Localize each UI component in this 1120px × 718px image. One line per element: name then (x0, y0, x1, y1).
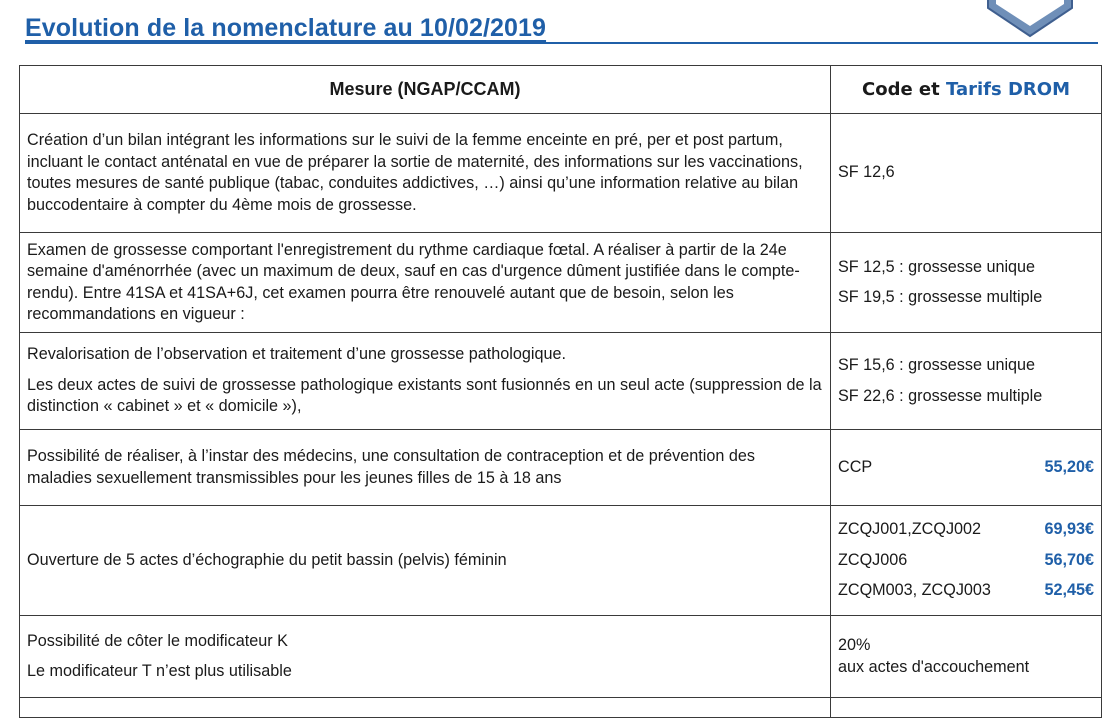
mesure-cell (20, 616, 831, 698)
code-line (838, 457, 1094, 479)
table-row (20, 616, 1102, 698)
code-text: 20% (838, 636, 871, 654)
code-line (838, 657, 1094, 679)
header-code-prefix: Code et (862, 78, 947, 100)
code-line (838, 580, 1094, 602)
mesure-cell (20, 114, 831, 233)
table-row-partial (20, 698, 1102, 718)
code-text: SF 15,6 : grossesse unique (838, 356, 1036, 374)
code-text: aux actes d'accouchement (838, 657, 1030, 676)
code-line (838, 550, 1094, 572)
mesure-text: Les deux actes de suivi de grossesse pathologique existants sont fusionnés en un seul acte (suppression de la distinction « cabinet » et « domicile »), (27, 375, 822, 416)
code-text: ZCQJ006 (838, 550, 908, 569)
code-line (838, 519, 1094, 541)
nomenclature-table (19, 65, 1102, 718)
mesure-cell (20, 233, 831, 333)
code-text: SF 12,6 (838, 163, 895, 182)
mesure-cell (20, 333, 831, 430)
tarif-value: 55,20€ (1044, 457, 1094, 476)
code-text: SF 12,5 : grossesse unique (838, 257, 1036, 276)
code-cell (831, 616, 1102, 698)
title-underline-rule (25, 42, 1098, 44)
table-row (20, 233, 1102, 333)
code-text: SF 22,6 : grossesse multiple (838, 386, 1043, 405)
table-row (20, 430, 1102, 506)
mesure-text: Revalorisation de l’observation et traitement d’une grossesse pathologique. (27, 345, 567, 364)
code-line (838, 355, 1094, 377)
mesure-cell-empty (20, 698, 831, 718)
code-line (838, 162, 1094, 184)
code-cell (831, 233, 1102, 333)
page-title: Evolution de la nomenclature au 10/02/2019 (25, 14, 547, 42)
table-row (20, 506, 1102, 616)
code-text: ZCQM003, ZCQJ003 (838, 581, 991, 600)
header-tarifs-drom: Tarifs DROM (946, 78, 1070, 100)
tarif-value: 69,93€ (1044, 520, 1094, 539)
header-mesure: Mesure (NGAP/CCAM) (20, 66, 831, 114)
tarif-value: 52,45€ (1044, 581, 1094, 600)
mesure-text: Possibilité de côter le modificateur K (27, 631, 288, 650)
mesure-text: Possibilité de réaliser, à l’instar des médecins, une consultation de contraception et de prévention des maladies sexuellement transmissibles pour les jeunes filles de 15 à 18 ans (27, 447, 755, 487)
code-cell (831, 114, 1102, 233)
table-row (20, 114, 1102, 233)
code-line (838, 386, 1094, 408)
mesure-text: Examen de grossesse comportant l'enregistrement du rythme cardiaque fœtal. A réaliser à partir de la 24e semaine d'aménorrhée (avec un maximum de deux, sauf en cas d'urgence dûment justifiée dans le compte-rendu). Entre 41SA et 41SA+6J, cet examen pourra être renouvelé autant que de besoin, selon les recommandations en vigueur : (27, 240, 800, 323)
mesure-cell (20, 430, 831, 506)
code-text: CCP (838, 457, 873, 476)
code-line (838, 287, 1094, 309)
mesure-text: Le modificateur T n’est plus utilisable (27, 662, 292, 680)
code-cell (831, 333, 1102, 430)
code-cell-empty (831, 698, 1102, 718)
chevron-down-badge-icon (984, 0, 1076, 38)
table-row (20, 333, 1102, 430)
code-text: ZCQJ001,ZCQJ002 (838, 520, 982, 539)
mesure-cell (20, 506, 831, 616)
tarif-value: 56,70€ (1044, 550, 1094, 569)
code-line (838, 257, 1094, 279)
table-header-row (20, 66, 1102, 114)
header-code-tarifs (831, 66, 1102, 114)
mesure-text: Ouverture de 5 actes d’échographie du petit bassin (pelvis) féminin (27, 550, 507, 569)
code-cell (831, 506, 1102, 616)
code-line (838, 635, 1094, 657)
code-text: SF 19,5 : grossesse multiple (838, 288, 1043, 306)
mesure-text: Création d’un bilan intégrant les informations sur le suivi de la femme enceinte en pré, per et post partum, incluant le contact anténatal en vue de préparer la sortie de maternité, des informations sur les vaccinations, toutes mesures de santé publique (tabac, conduites addictives, …) ainsi qu’une information relative au bilan buccodentaire à compter du 4ème mois de grossesse. (27, 131, 803, 214)
code-cell (831, 430, 1102, 506)
